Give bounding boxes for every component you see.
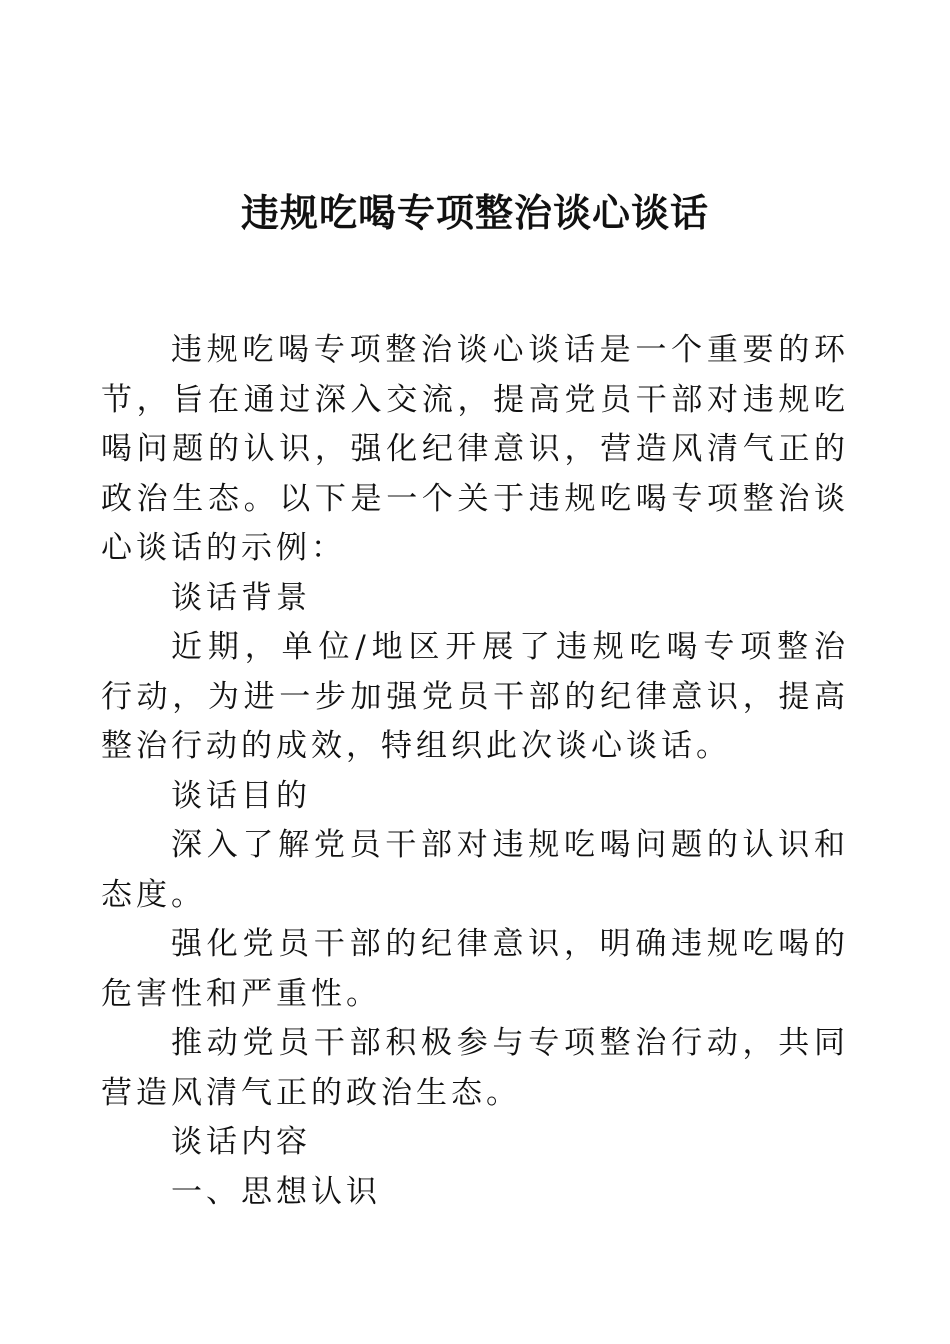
paragraph-purpose-1: 深入了解党员干部对违规吃喝问题的认识和态度。 (101, 827, 849, 913)
document-body (101, 326, 849, 1217)
paragraph-purpose-3: 推动党员干部积极参与专项整治行动，共同营造风清气正的政治生态。 (101, 1025, 849, 1111)
heading-section-1: 一、思想认识 (171, 1173, 381, 1210)
document-title: 违规吃喝专项整治谈心谈话 (240, 190, 709, 235)
paragraph-intro: 违规吃喝专项整治谈心谈话是一个重要的环节，旨在通过深入交流，提高党员干部对违规吃喝问题的认识，强化纪律意识，营造风清气正的政治生态。以下是一个关于违规吃喝专项整治谈心谈话的示例： (101, 332, 849, 566)
heading-background: 谈话背景 (171, 579, 311, 616)
paragraph-background: 近期，单位/地区开展了违规吃喝专项整治行动，为进一步加强党员干部的纪律意识，提高整治行动的成效，特组织此次谈心谈话。 (101, 629, 849, 764)
heading-content: 谈话内容 (171, 1124, 311, 1160)
paragraph-purpose-2: 强化党员干部的纪律意识，明确违规吃喝的危害性和严重性。 (101, 926, 849, 1012)
heading-purpose: 谈话目的 (171, 777, 311, 814)
